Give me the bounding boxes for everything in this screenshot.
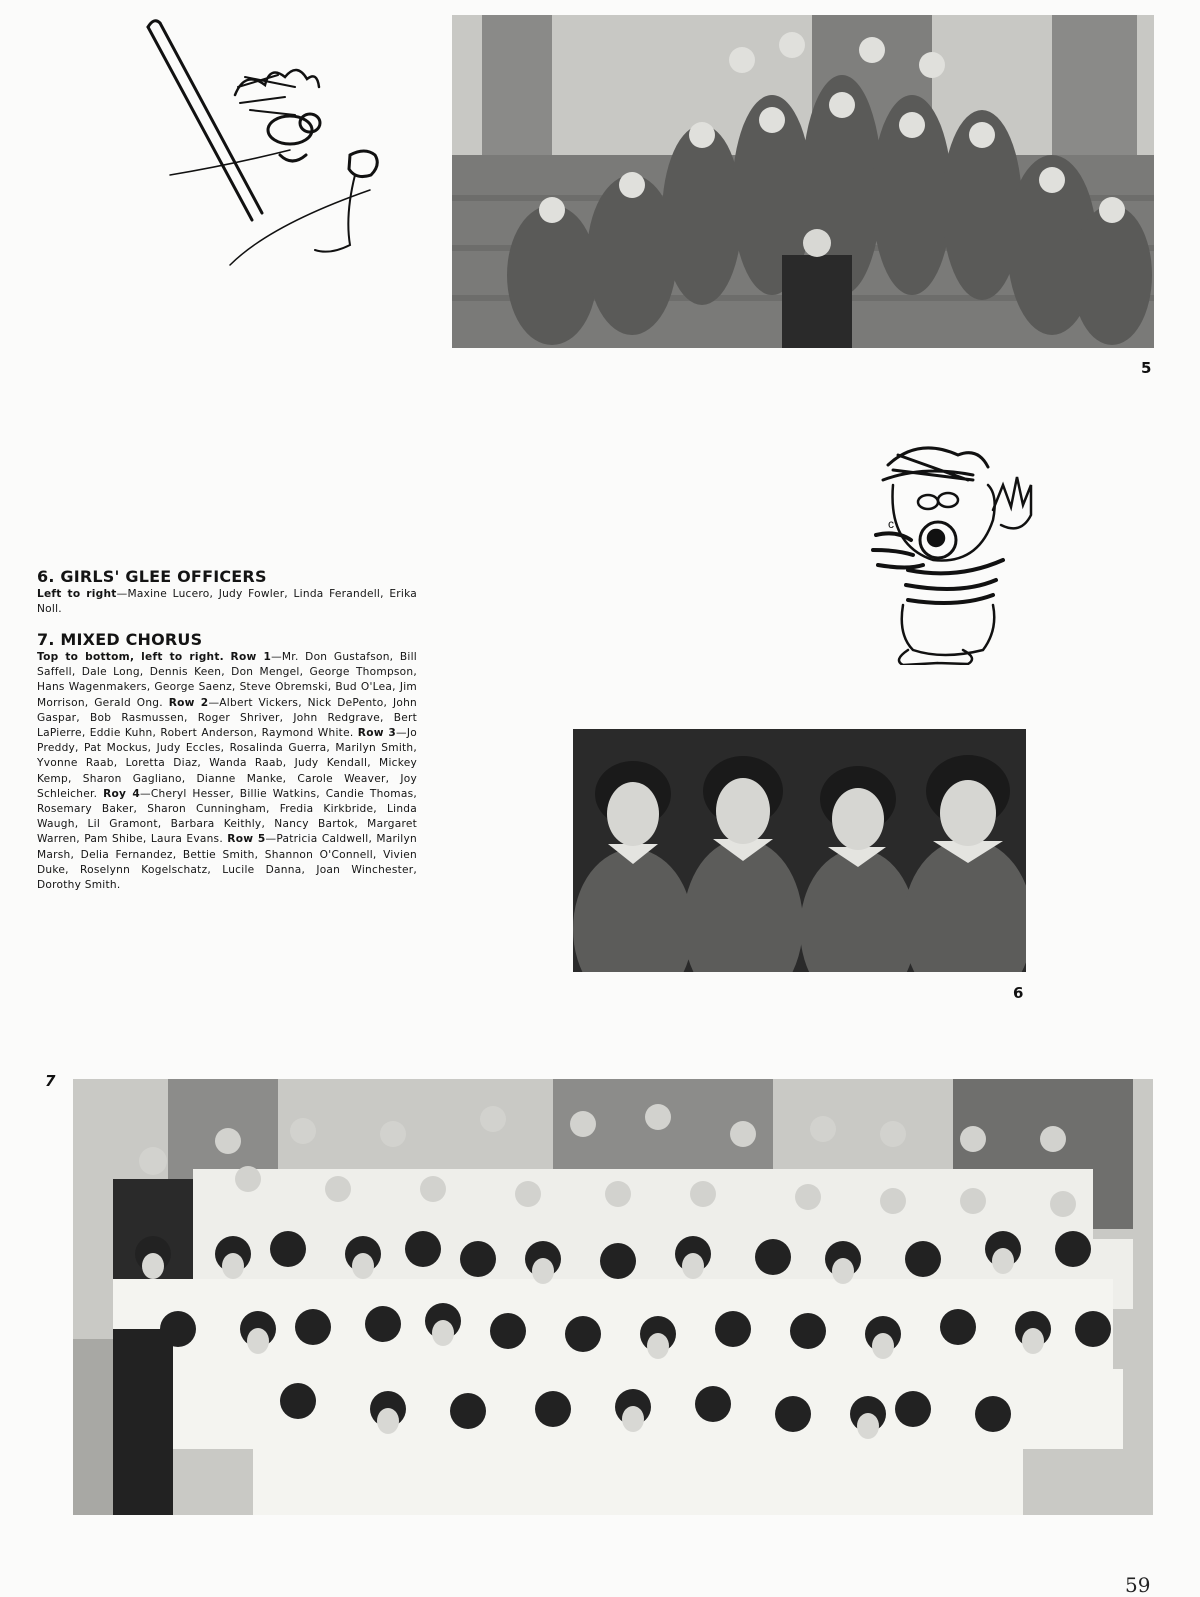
page-number: 59	[1125, 1573, 1151, 1597]
cartoon-waving-character	[868, 440, 1043, 665]
row-names: —Patricia Caldwell, Marilyn Marsh, Delia Fernandez, Bettie Smith, Shannon O'Connell, Vivien Duke, Roselynn Kogelschatz, Lucile Danna, Joan Winchester, Dorothy Smith.	[37, 833, 417, 892]
caption-text-girls-glee-officers	[37, 587, 417, 617]
photo-girls-glee-group	[452, 15, 1154, 348]
caption-lead-label: Left to right	[37, 588, 117, 600]
photo-6-number: 6	[1013, 984, 1024, 1002]
photo-girls-glee-officers	[573, 729, 1026, 972]
row-names: —Mr. Don Gustafson, Bill Saffell, Dale Long, Dennis Keen, Don Mengel, George Thompson, Hans Wagenmakers, George Saenz, Steve Obremski, Bud O'Lea, Jim Morrison, Gerald Ong.	[37, 651, 417, 709]
row-names: —Albert Vickers, Nick DePento, John Gaspar, Bob Rasmussen, Roger Shriver, John Redgrave, Bert LaPierre, Eddie Kuhn, Robert Anderson, Raymond White.	[37, 696, 417, 740]
row-label: Row 2	[168, 696, 209, 709]
caption-intro-label: Top to bottom, left to right.	[37, 651, 224, 663]
caption-title-mixed-chorus: 7. MIXED CHORUS	[37, 630, 203, 649]
caption-title-girls-glee-officers: 6. GIRLS' GLEE OFFICERS	[37, 567, 267, 586]
svg-text:c: c	[888, 517, 894, 531]
row-names: —Jo Preddy, Pat Mockus, Judy Eccles, Rosalinda Guerra, Marilyn Smith, Yvonne Raab, Loretta Diaz, Wanda Raab, Judy Kendall, Mickey Kemp, Sharon Gagliano, Dianne Manke, Carole Weaver, Joy Schleicher.	[37, 727, 417, 800]
row-label: Row 5	[227, 833, 266, 846]
row-label: Roy 4	[103, 787, 141, 800]
caption-names: —Maxine Lucero, Judy Fowler, Linda Ferandell, Erika Noll.	[37, 588, 418, 616]
photo-7-number: 7	[45, 1072, 56, 1090]
photo-5-number: 5	[1141, 359, 1152, 377]
row-names: —Cheryl Hesser, Billie Watkins, Candie Thomas, Rosemary Baker, Sharon Cunningham, Fredia Kirkbride, Linda Waugh, Lil Gramont, Barbara Keithly, Nancy Bartok, Margaret Warren, Pam Shibe, Laura Evans.	[37, 787, 417, 846]
caption-text-mixed-chorus	[37, 650, 417, 893]
cartoon-conductor-sketch	[140, 15, 410, 290]
row-label: Row 1	[230, 651, 272, 663]
photo-mixed-chorus-group	[73, 1079, 1153, 1515]
row-label: Row 3	[357, 727, 397, 740]
